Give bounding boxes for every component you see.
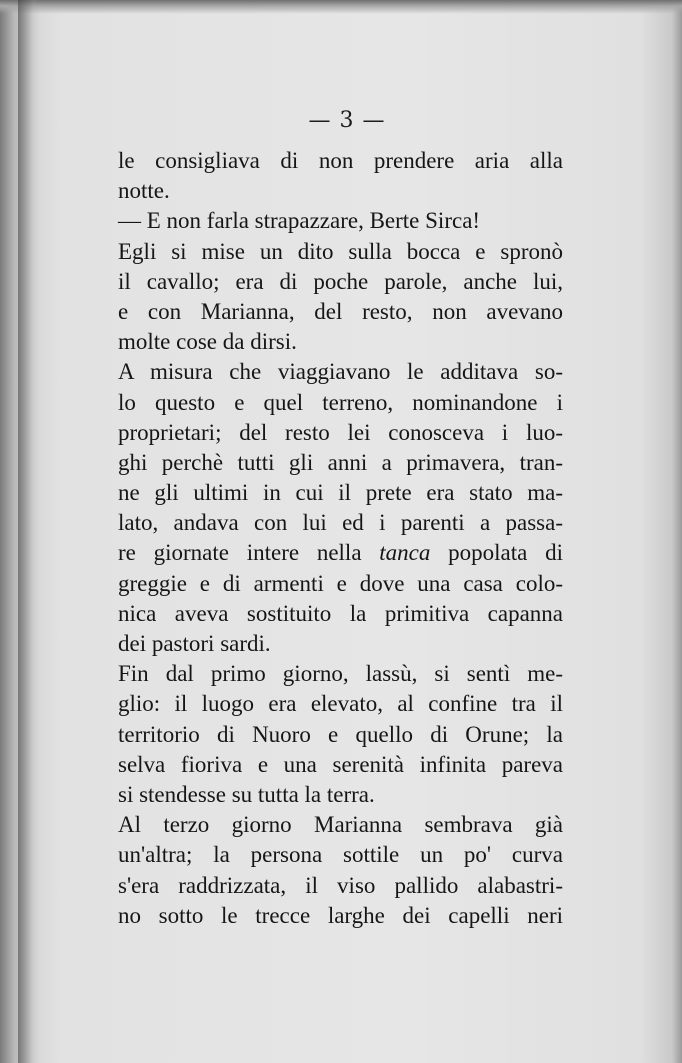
text-line: proprietari; del resto lei conosceva i luo- bbox=[118, 419, 563, 445]
text-line: nica aveva sostituito la primitiva capanna bbox=[118, 600, 563, 626]
text-line: notte. bbox=[118, 178, 170, 204]
text-line: lato, andava con lui ed i parenti a passa- bbox=[118, 510, 563, 536]
italic-word: tanca bbox=[379, 540, 431, 566]
text-line: A misura che viaggiavano le additava so- bbox=[118, 359, 563, 385]
text-line: il cavallo; era di poche parole, anche lui, bbox=[118, 268, 563, 294]
page-top-edge bbox=[0, 0, 682, 14]
page-spine-shadow bbox=[18, 0, 40, 1063]
text-line: molte cose da dirsi. bbox=[118, 329, 297, 355]
text-line: un'altra; la persona sottile un po' curva bbox=[118, 842, 563, 868]
text-line: selva fioriva e una serenità infinita pareva bbox=[118, 751, 563, 777]
text-line: ne gli ultimi in cui il prete era stato ma- bbox=[118, 480, 563, 506]
text-line: lo questo e quel terreno, nominandone i bbox=[118, 389, 563, 415]
text-line: no sotto le trecce larghe dei capelli neri bbox=[118, 902, 563, 928]
text-line: greggie e di armenti e dove una casa colo- bbox=[118, 570, 563, 596]
text-line: dei pastori sardi. bbox=[118, 631, 271, 656]
text-line: e con Marianna, del resto, non avevano bbox=[118, 298, 563, 324]
text-line: glio: il luogo era elevato, al confine tra il bbox=[118, 691, 563, 717]
text-line: — E non farla strapazzare, Berte Sirca! bbox=[118, 208, 481, 234]
text-line: Egli si mise un dito sulla bocca e spronò bbox=[118, 238, 563, 264]
text-segment: re giornate intere nella bbox=[118, 540, 380, 566]
text-line: le consigliava di non prendere aria alla bbox=[118, 148, 563, 173]
page-number: — 3 — bbox=[308, 108, 386, 133]
text-line: si stendesse su tutta la terra. bbox=[118, 781, 375, 807]
text-line: s'era raddrizzata, il viso pallido alabastri- bbox=[118, 872, 563, 898]
text-line: ghi perchè tutti gli anni a primavera, tran- bbox=[118, 449, 563, 475]
text-segment: popolata di bbox=[430, 540, 563, 566]
text-line: Fin dal primo giorno, lassù, si sentì me- bbox=[118, 661, 563, 687]
text-line: Al terzo giorno Marianna sembrava già bbox=[118, 812, 563, 838]
body-text bbox=[118, 146, 563, 931]
text-line: territorio di Nuoro e quello di Orune; la bbox=[118, 721, 563, 747]
text-line-with-italic bbox=[118, 538, 563, 568]
